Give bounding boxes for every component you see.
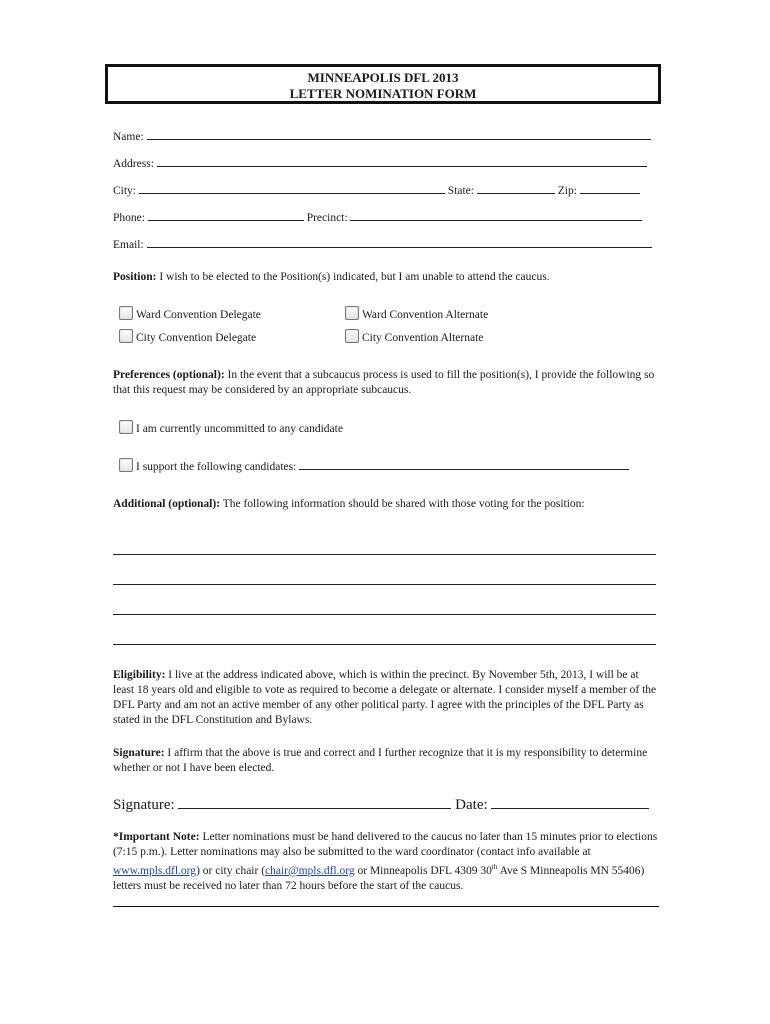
zip-field[interactable] — [580, 182, 640, 194]
additional-text: The following information should be shared with those voting for the position: — [220, 498, 585, 510]
eligibility-text: I live at the address indicated above, which is within the precinct. By November 5th, 2013, I will be at least 18 years old and eligible to vote as required to become a delegate or alternate. I consider myself a member of the DFL Party and am not an active member of any other political party. I agree with the principles of the DFL Party as stated in the DFL Constitution and Bylaws. — [113, 669, 657, 726]
important-text-1: Letter nominations must be hand delivered to the caucus no later than 15 minutes prior to elections (7:15 p.m.). Letter nominations may also be submitted to the ward coordinator (contact info available at — [113, 831, 658, 858]
date-label: Date: — [455, 797, 488, 813]
email-label: Email: — [113, 239, 144, 251]
website-link[interactable]: www.mpls.dfl.org — [113, 864, 197, 877]
state-label: State: — [447, 185, 474, 197]
preferences-statement — [113, 368, 658, 398]
form-title-line1: MINNEAPOLIS DFL 2013 — [307, 70, 459, 85]
important-text-2: ) or city chair ( — [196, 864, 266, 877]
signature-field[interactable] — [178, 794, 451, 809]
address-label: Address: — [113, 158, 154, 170]
name-label: Name: — [113, 131, 144, 143]
preferences-text: In the event that a subcaucus process is used to fill the position(s), I provide the following so that this request may be considered by an appropriate subcaucus. — [113, 369, 655, 396]
support-candidates-checkbox[interactable] — [119, 458, 133, 472]
chair-email-link[interactable]: chair@mpls.dfl.org — [265, 864, 355, 877]
uncommitted-checkbox[interactable] — [119, 420, 133, 434]
precinct-label: Precinct: — [306, 212, 348, 224]
position-label: Position: — [113, 271, 157, 283]
ward-delegate-label: Ward Convention Delegate — [136, 309, 261, 321]
additional-line-3[interactable] — [113, 614, 656, 615]
option-city-alternate[interactable] — [345, 329, 483, 345]
important-label: *Important Note: — [113, 831, 200, 843]
ward-delegate-checkbox[interactable] — [119, 306, 133, 320]
city-label: City: — [113, 185, 137, 197]
phone-field[interactable] — [148, 209, 304, 221]
phone-label: Phone: — [113, 212, 145, 224]
ward-alternate-checkbox[interactable] — [345, 306, 359, 320]
bottom-divider — [113, 906, 659, 907]
form-title-box — [105, 64, 661, 104]
email-row — [113, 236, 652, 252]
address-row — [113, 155, 647, 171]
important-text-3: or Minneapolis DFL 4309 30 — [354, 864, 492, 877]
signature-date-row — [113, 794, 649, 814]
option-ward-alternate[interactable] — [345, 306, 488, 322]
important-text-4: Ave S Minneapolis MN 55406) letters must be received no later than 72 hours before the start of the caucus. — [113, 864, 645, 892]
additional-label: Additional (optional): — [113, 498, 221, 510]
position-statement — [113, 270, 658, 285]
option-uncommitted[interactable] — [119, 420, 343, 436]
email-field[interactable] — [147, 236, 652, 248]
precinct-field[interactable] — [350, 209, 642, 221]
address-field[interactable] — [157, 155, 647, 167]
eligibility-label: Eligibility: — [113, 669, 166, 681]
state-field[interactable] — [477, 182, 555, 194]
city-alternate-label: City Convention Alternate — [362, 332, 484, 344]
additional-line-2[interactable] — [113, 584, 656, 585]
position-text: I wish to be elected to the Position(s) indicated, but I am unable to attend the caucus. — [156, 271, 550, 283]
additional-statement — [113, 497, 658, 512]
ordinal-suffix: th — [491, 863, 498, 871]
preferences-label: Preferences (optional): — [113, 369, 225, 381]
signature-statement-text: I affirm that the above is true and correct and I further recognize that it is my responsibility to determine whether or not I have been elected. — [113, 747, 648, 774]
city-delegate-label: City Convention Delegate — [136, 332, 257, 344]
signature-statement — [113, 746, 658, 776]
zip-label: Zip: — [557, 185, 577, 197]
signature-statement-label: Signature: — [113, 747, 165, 759]
support-candidates-label: I support the following candidates: — [136, 461, 297, 473]
city-row — [113, 182, 640, 198]
additional-line-1[interactable] — [113, 554, 656, 555]
name-field[interactable] — [147, 128, 651, 140]
date-field[interactable] — [491, 794, 649, 809]
city-alternate-checkbox[interactable] — [345, 329, 359, 343]
option-ward-delegate[interactable] — [119, 306, 261, 322]
city-delegate-checkbox[interactable] — [119, 329, 133, 343]
signature-label: Signature: — [113, 797, 175, 813]
support-candidates-field[interactable] — [299, 458, 629, 470]
phone-row — [113, 209, 642, 225]
city-field[interactable] — [139, 182, 445, 194]
additional-line-4[interactable] — [113, 644, 656, 645]
form-title-line2: LETTER NOMINATION FORM — [289, 86, 477, 101]
name-row — [113, 128, 651, 144]
important-note — [113, 830, 659, 894]
ward-alternate-label: Ward Convention Alternate — [362, 309, 489, 321]
option-city-delegate[interactable] — [119, 329, 256, 345]
option-support-candidates[interactable] — [119, 458, 629, 474]
uncommitted-label: I am currently uncommitted to any candidate — [136, 423, 343, 435]
eligibility-statement — [113, 668, 658, 728]
